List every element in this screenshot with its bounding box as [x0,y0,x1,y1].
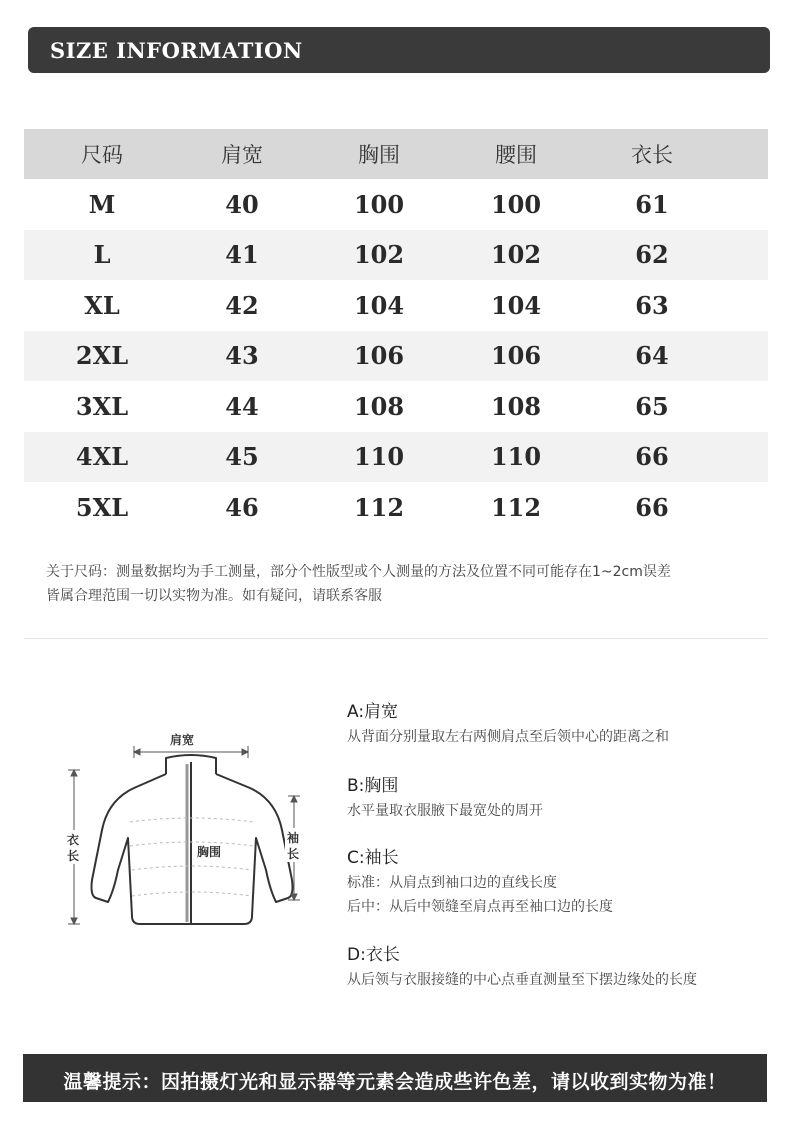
footer-text: 温馨提示：因拍摄灯光和显示器等元素会造成些许色差，请以收到实物为准！ [63,1071,727,1093]
table-row [24,381,768,432]
definition-text: 从后领与衣服接缝的中心点垂直测量至下摆边缘处的长度 [347,972,697,988]
cell-size: 4XL [75,442,129,472]
header-size: 尺码 [81,143,123,167]
table-row [24,432,768,483]
cell-chest: 106 [353,341,405,371]
footer-notice [23,1054,767,1102]
table-header-row [24,129,768,179]
definition-title: C:袖长 [347,848,399,868]
cell-length: 66 [635,442,669,472]
svg-text:长: 长 [67,849,80,863]
table-row [24,280,768,331]
cell-shoulder: 44 [225,391,259,421]
definition-title: A:肩宽 [347,702,399,722]
cell-chest: 104 [353,290,405,320]
cell-waist: 106 [490,341,542,371]
cell-size: 2XL [75,341,129,371]
definition-shoulder [347,697,777,746]
cell-length: 61 [635,189,669,219]
cell-chest: 100 [353,189,405,219]
table-row [24,331,768,382]
sleeve-label [285,828,303,862]
cell-chest: 108 [353,391,405,421]
table-row [24,482,768,533]
cell-shoulder: 40 [225,189,259,219]
definition-text: 后中：从后中领缝至肩点再至袖口边的长度 [347,899,613,915]
definition-sleeve [347,843,777,916]
cell-waist: 112 [490,492,542,522]
header-chest: 胸围 [358,143,400,167]
cell-size: XL [84,290,120,320]
svg-text:衣: 衣 [67,833,80,847]
svg-text:袖: 袖 [287,831,300,845]
definition-chest [347,771,777,820]
shoulder-arrow [134,746,248,758]
cell-shoulder: 45 [225,442,259,472]
cell-length: 64 [635,341,669,371]
cell-chest: 112 [353,492,405,522]
definition-title: D:衣长 [347,945,400,965]
definition-title: B:胸围 [347,776,399,796]
size-table [24,129,768,533]
cell-size: 5XL [75,492,129,522]
chest-label: 胸围 [197,845,222,859]
cell-size: 3XL [75,391,129,421]
svg-text:长: 长 [287,847,300,861]
cell-shoulder: 43 [225,341,259,371]
cell-waist: 102 [490,240,542,270]
table-row [24,179,768,230]
length-label [65,830,83,864]
definition-text: 标准：从肩点到袖口边的直线长度 [347,875,557,891]
section-header [28,27,770,73]
cell-waist: 110 [490,442,542,472]
note-line: 关于尺码：测量数据均为手工测量，部分个性版型或个人测量的方法及位置不同可能存在1~2cm误差 [46,564,671,580]
definition-text: 水平量取衣服腋下最宽处的周开 [347,803,543,819]
shoulder-label: 肩宽 [170,733,195,747]
size-note [46,560,776,608]
cell-chest: 110 [353,442,405,472]
note-line: 皆属合理范围一切以实物为准。如有疑问，请联系客服 [46,588,382,604]
cell-length: 62 [635,240,669,270]
cell-size: M [88,189,116,219]
definition-text: 从背面分别量取左右两侧肩点至后领中心的距离之和 [347,729,669,745]
cell-shoulder: 46 [225,492,259,522]
jacket-measurement-diagram [62,720,322,940]
cell-chest: 102 [353,240,405,270]
cell-length: 66 [635,492,669,522]
table-row [24,230,768,281]
section-title: SIZE INFORMATION [50,38,303,63]
cell-length: 63 [635,290,669,320]
divider [24,638,768,639]
header-shoulder: 肩宽 [221,143,263,167]
cell-length: 65 [635,391,669,421]
header-waist: 腰围 [495,143,537,167]
cell-shoulder: 42 [225,290,259,320]
jacket-outline [92,755,293,924]
cell-shoulder: 41 [225,240,259,270]
cell-waist: 108 [490,391,542,421]
cell-waist: 104 [490,290,542,320]
definition-length [347,940,777,989]
cell-waist: 100 [490,189,542,219]
cell-size: L [93,240,111,270]
header-length: 衣长 [631,143,673,167]
